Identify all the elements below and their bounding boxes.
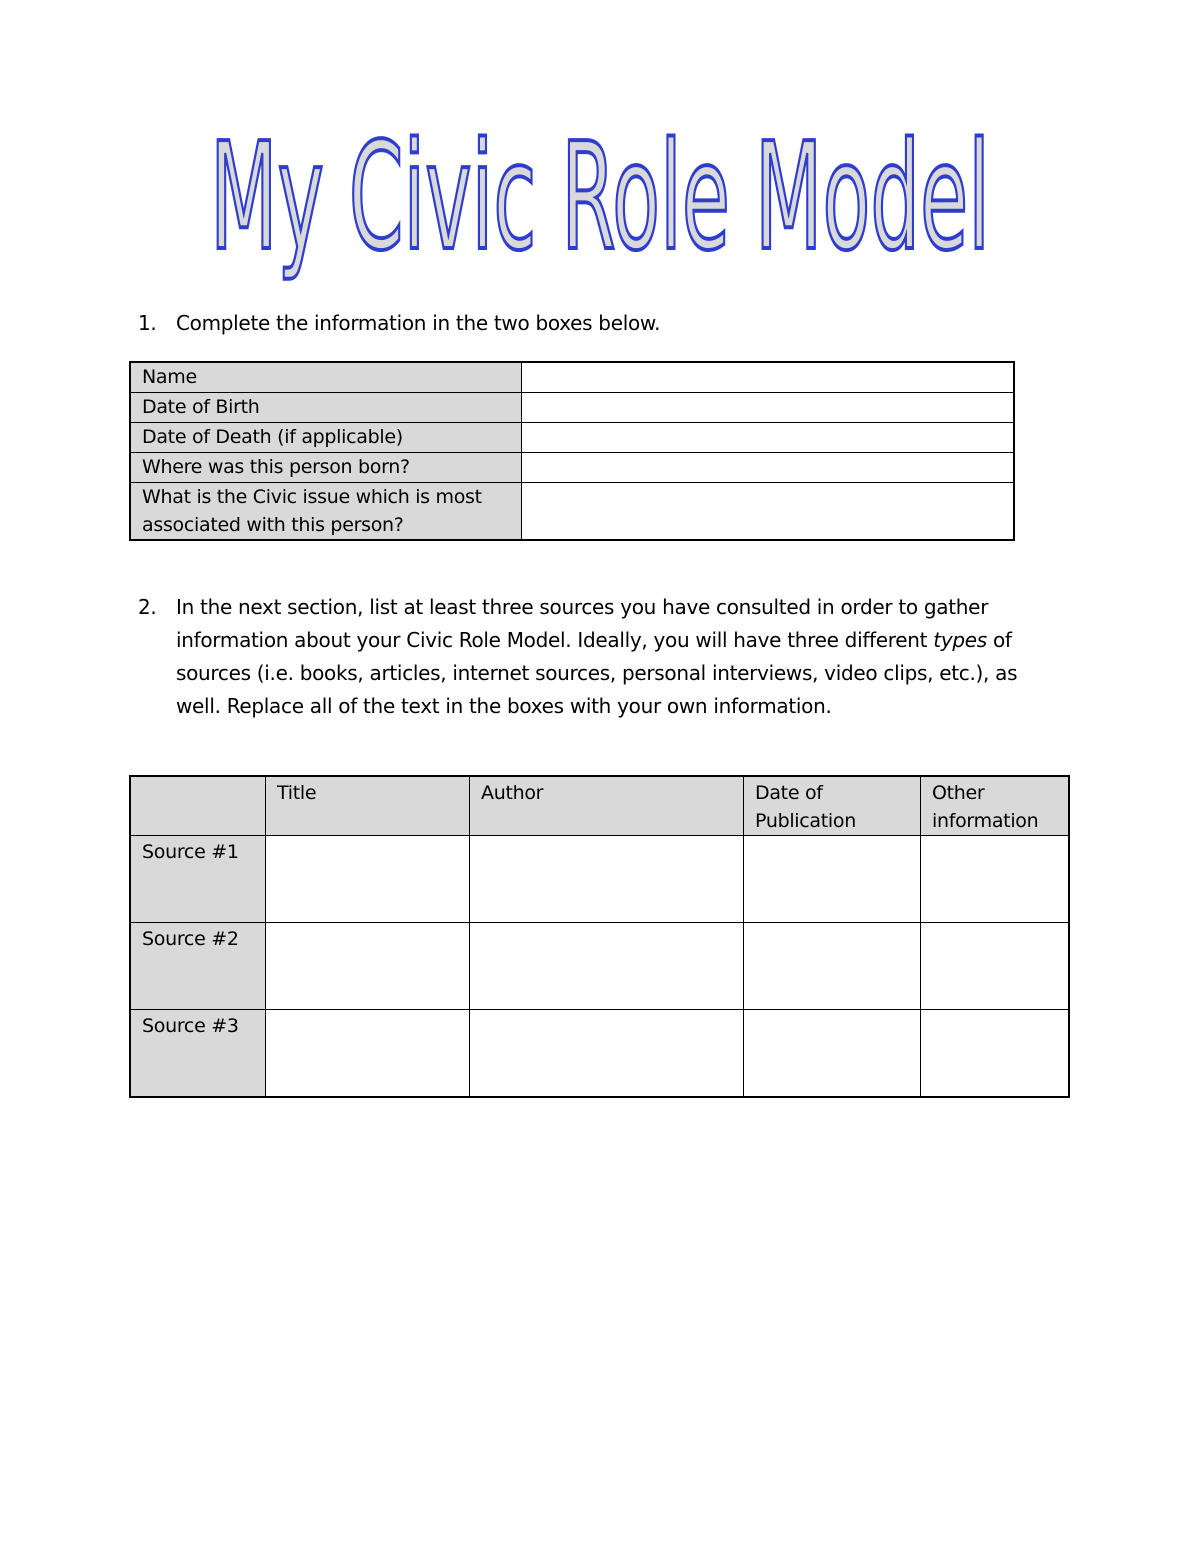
info-value-cell[interactable] xyxy=(522,423,1015,453)
sources-header-row xyxy=(130,776,1069,836)
source-cell-other[interactable] xyxy=(921,1010,1070,1098)
info-label: Date of Birth xyxy=(130,393,522,423)
info-label: Date of Death (if applicable) xyxy=(130,423,522,453)
info-value-cell[interactable] xyxy=(522,483,1015,541)
source-cell-date[interactable] xyxy=(744,836,921,923)
question-2-number: 2. xyxy=(138,595,157,619)
source-label: Source #2 xyxy=(130,923,266,1010)
question-1 xyxy=(138,307,1056,340)
source-cell-date[interactable] xyxy=(744,923,921,1010)
source-row-2 xyxy=(130,923,1069,1010)
page-title-text: My Civic Role Model xyxy=(210,130,990,283)
question-1-text: Complete the information in the two boxes below. xyxy=(176,311,661,335)
page-title xyxy=(150,130,1050,290)
sources-header-date: Date of Publication xyxy=(744,776,921,836)
question-1-number: 1. xyxy=(138,311,157,335)
source-cell-author[interactable] xyxy=(470,1010,744,1098)
info-row-birth xyxy=(130,393,1014,423)
sources-header-corner xyxy=(130,776,266,836)
info-label: What is the Civic issue which is most associated with this person? xyxy=(130,483,522,541)
source-cell-title[interactable] xyxy=(266,923,470,1010)
info-label: Name xyxy=(130,362,522,393)
info-row-birthplace xyxy=(130,453,1014,483)
source-cell-other[interactable] xyxy=(921,923,1070,1010)
info-row-name xyxy=(130,362,1014,393)
question-2-text-after: of sources (i.e. books, articles, internet sources, personal interviews, video clips, etc.), as well. Replace all of the text in the boxes with your own information. xyxy=(176,628,1018,718)
info-row-civic-issue xyxy=(130,483,1014,541)
sources-header-other: Other information xyxy=(921,776,1070,836)
source-label: Source #1 xyxy=(130,836,266,923)
question-2 xyxy=(138,591,1056,723)
info-value-cell[interactable] xyxy=(522,362,1015,393)
sources-header-title: Title xyxy=(266,776,470,836)
sources-header-author: Author xyxy=(470,776,744,836)
source-cell-author[interactable] xyxy=(470,923,744,1010)
info-value-cell[interactable] xyxy=(522,393,1015,423)
info-table xyxy=(129,361,1015,541)
source-row-3 xyxy=(130,1010,1069,1098)
question-2-text-before: In the next section, list at least three sources you have consulted in order to gather information about your Civic Role Model. Ideally, you will have three different xyxy=(176,595,989,652)
info-row-death xyxy=(130,423,1014,453)
source-cell-title[interactable] xyxy=(266,836,470,923)
source-cell-author[interactable] xyxy=(470,836,744,923)
question-2-text-italic: types xyxy=(933,628,987,652)
source-cell-date[interactable] xyxy=(744,1010,921,1098)
source-cell-other[interactable] xyxy=(921,836,1070,923)
info-value-cell[interactable] xyxy=(522,453,1015,483)
sources-table xyxy=(129,775,1070,1098)
info-label: Where was this person born? xyxy=(130,453,522,483)
source-label: Source #3 xyxy=(130,1010,266,1098)
source-row-1 xyxy=(130,836,1069,923)
source-cell-title[interactable] xyxy=(266,1010,470,1098)
